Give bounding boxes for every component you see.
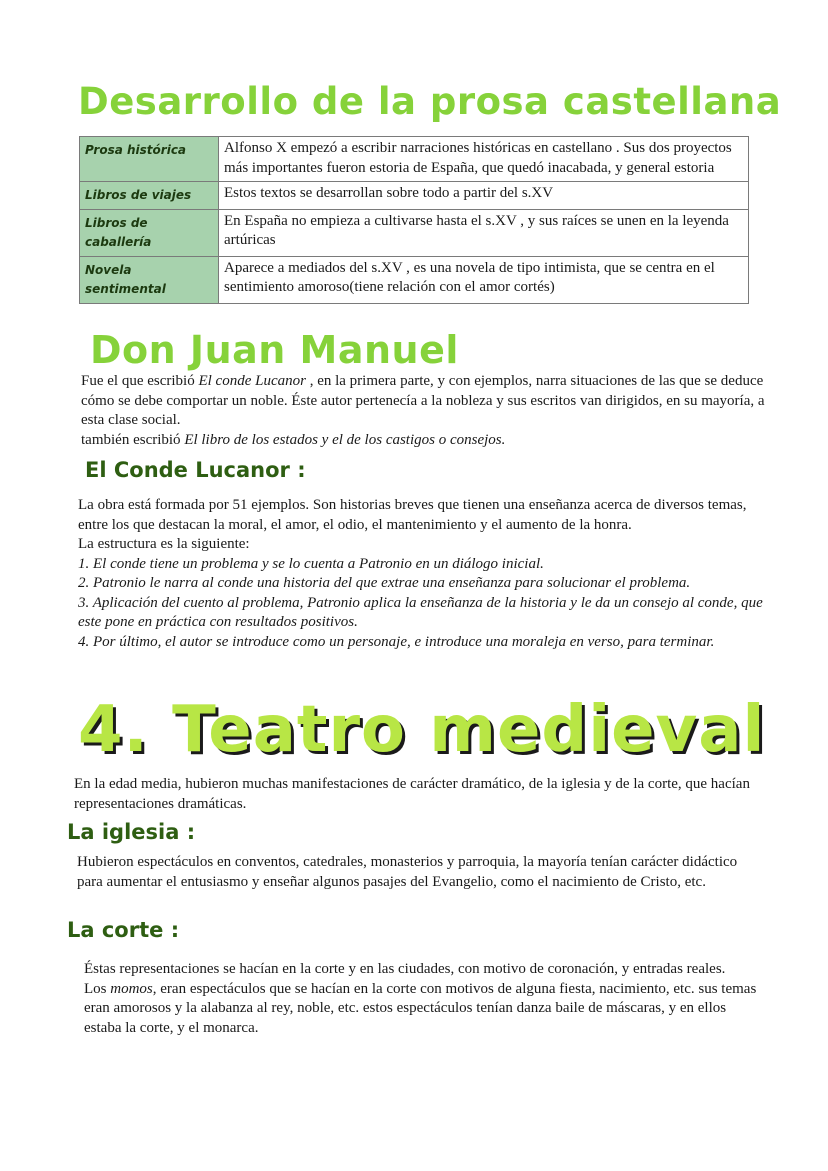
list-item: 4. Por último, el autor se introduce como un personaje, e introduce una moraleja en verso, para terminar. bbox=[78, 633, 715, 650]
don-juan-paragraph bbox=[81, 431, 771, 451]
prosa-table bbox=[79, 136, 749, 304]
table-row bbox=[80, 137, 749, 182]
teatro-heading: 4. Teatro medieval bbox=[78, 693, 766, 767]
text-span: Fue el que escribió bbox=[81, 373, 199, 389]
lucanor-intro: La obra está formada por 51 ejemplos. Son historias breves que tienen una enseñanza acerca de diversos temas, entre los que destacan la moral, el amor, el odio, el mantenimiento y el aumento de la honra. bbox=[78, 497, 747, 533]
table-row bbox=[80, 182, 749, 210]
momos-term: momos bbox=[110, 980, 153, 997]
text-span: , eran espectáculos que se hacían en la corte con motivos de alguna fiesta, nacimiento, etc. sus temas eran amorosos y la alabanza al rey, noble, etc. estos espectáculos tenían danza baile de máscaras, y en ellos estaba la corte, y el monarca. bbox=[84, 980, 757, 1036]
list-item: 1. El conde tiene un problema y se lo cuenta a Patronio en un diálogo inicial. bbox=[78, 555, 544, 572]
table-row bbox=[80, 256, 749, 303]
row-text: Alfonso X empezó a escribir narraciones históricas en castellano . Sus dos proyectos más importantes fueron estoria de España, que quedó inacabada, y general estoria bbox=[219, 137, 749, 182]
corte-text bbox=[84, 960, 764, 1038]
iglesia-text: Hubieron espectáculos en conventos, catedrales, monasterios y parroquia, la mayoría tenían carácter didáctico para aumentar el entusiasmo y enseñar algunos pasajes del Evangelio, como el nacimiento de Cristo, etc. bbox=[77, 854, 738, 890]
row-text: En España no empieza a cultivarse hasta el s.XV , y sus raíces se unen en la leyenda artúricas bbox=[219, 209, 749, 256]
work-title: El libro de los estados y el de los castigos o consejos. bbox=[184, 431, 506, 448]
lucanor-structure-label: La estructura es la siguiente: bbox=[78, 536, 250, 552]
table-row bbox=[80, 209, 749, 256]
don-juan-paragraph bbox=[81, 372, 771, 431]
teatro-intro: En la edad media, hubieron muchas manifestaciones de carácter dramático, de la iglesia y de la corte, que hacían representaciones dramáticas. bbox=[74, 776, 750, 812]
row-label: Libros de caballería bbox=[80, 209, 219, 256]
lucanor-text bbox=[78, 496, 768, 652]
work-title: El conde Lucanor bbox=[198, 373, 306, 389]
text-span: Los bbox=[84, 980, 111, 997]
row-label: Novela sentimental bbox=[80, 256, 219, 303]
list-item: 2. Patronio le narra al conde una historia del que extrae una enseñanza para solucionar el problema. bbox=[78, 575, 691, 591]
text-span: también escribió bbox=[81, 431, 185, 448]
list-item: 3. Aplicación del cuento al problema, Patronio aplica la enseñanza de la historia y le da un consejo al conde, que este pone en práctica con resultados positivos. bbox=[78, 594, 763, 630]
corte-heading: La corte : bbox=[67, 918, 180, 942]
row-label: Prosa histórica bbox=[80, 137, 219, 182]
don-juan-heading: Don Juan Manuel bbox=[90, 328, 459, 372]
lucanor-heading: El Conde Lucanor : bbox=[85, 458, 306, 482]
corte-paragraph: Éstas representaciones se hacían en la corte y en las ciudades, con motivo de coronación, y entradas reales. bbox=[84, 961, 726, 977]
row-label: Libros de viajes bbox=[80, 182, 219, 210]
don-juan-text bbox=[81, 372, 771, 450]
row-text: Estos textos se desarrollan sobre todo a partir del s.XV bbox=[219, 182, 749, 210]
iglesia-heading: La iglesia : bbox=[67, 820, 196, 844]
corte-paragraph bbox=[84, 980, 764, 1039]
text-span: , en la primera parte, y con ejemplos, narra situaciones de las que se deduce cómo se debe comportar un noble. Éste autor pertenecía a la nobleza y sus escritos van dirigidos, en su mayoría, a esta clase social. bbox=[81, 373, 765, 428]
row-text: Aparece a mediados del s.XV , es una novela de tipo intimista, que se centra en el sentimiento amoroso(tiene relación con el amor cortés) bbox=[219, 256, 749, 303]
page-title: Desarrollo de la prosa castellana bbox=[78, 80, 782, 123]
